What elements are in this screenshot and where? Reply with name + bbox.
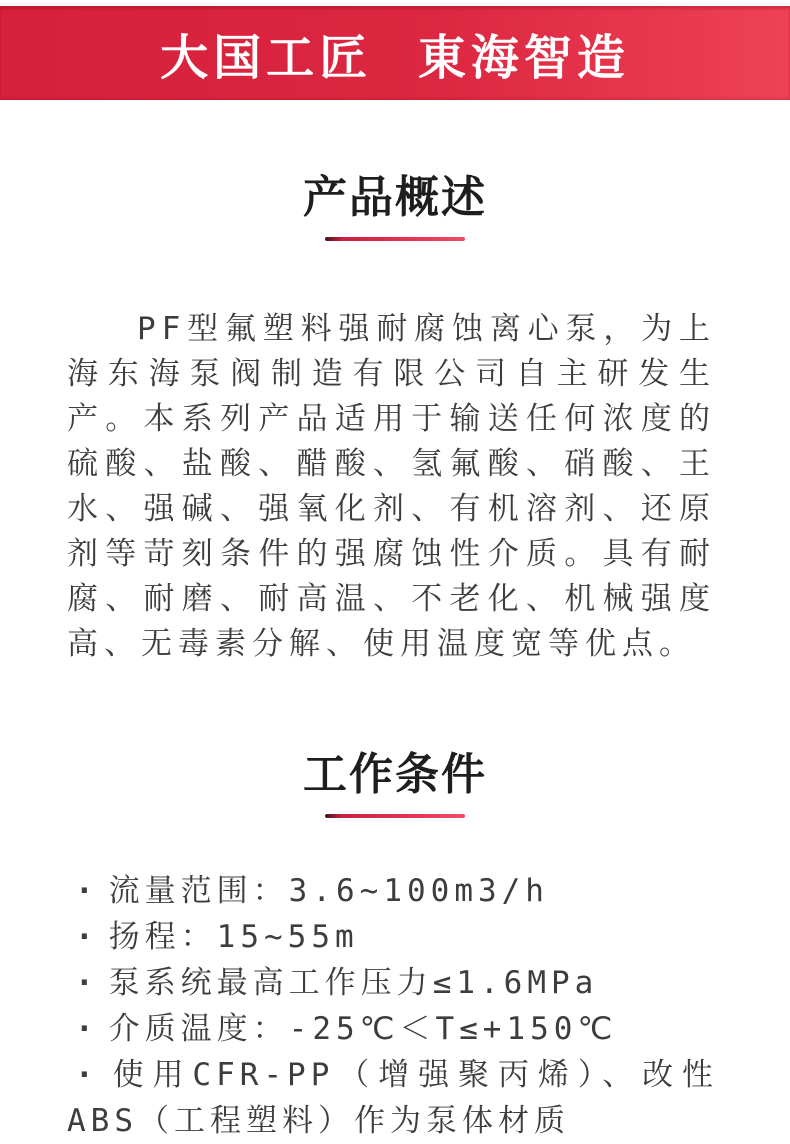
condition-item bbox=[67, 868, 718, 914]
condition-item bbox=[67, 1006, 718, 1052]
condition-text: 使用CFR-PP（增强聚丙烯）、改性ABS（工程塑料）作为泵体材质 bbox=[67, 1057, 718, 1139]
bullet-dot-icon: · bbox=[75, 1057, 99, 1093]
working-conditions-section bbox=[0, 749, 790, 1144]
product-overview-section bbox=[0, 172, 790, 667]
overview-paragraph: PF型氟塑料强耐腐蚀离心泵，为上海东海泵阀制造有限公司自主研发生产。本系列产品适用于输送任何浓度的硫酸、盐酸、醋酸、氢氟酸、硝酸、王水、强碱、强氧化剂、有机溶剂、还原剂等苛刻条件的强腐蚀性介质。具有耐腐、耐磨、耐高温、不老化、机械强度高、无毒素分解、使用温度宽等优点。 bbox=[67, 311, 716, 662]
brand-banner bbox=[0, 6, 790, 100]
bullet-dot-icon: · bbox=[75, 1011, 99, 1047]
condition-item bbox=[67, 914, 718, 960]
condition-item bbox=[67, 1052, 718, 1144]
conditions-section-title: 工作条件 bbox=[303, 749, 487, 800]
bullet-dot-icon: · bbox=[75, 965, 99, 1001]
condition-text: 介质温度：-25℃＜T≤+150℃ bbox=[108, 1011, 618, 1047]
overview-section-title: 产品概述 bbox=[303, 172, 487, 223]
condition-list bbox=[67, 868, 718, 1144]
condition-text: 泵系统最高工作压力≤1.6MPa bbox=[108, 965, 599, 1001]
bullet-dot-icon: · bbox=[75, 919, 99, 955]
title-underline-accent bbox=[325, 237, 465, 241]
condition-text: 扬程：15~55m bbox=[108, 919, 359, 955]
condition-text: 流量范围：3.6~100m3/h bbox=[108, 873, 549, 909]
title-underline-accent bbox=[325, 814, 465, 818]
bullet-dot-icon: · bbox=[75, 873, 99, 909]
banner-slogan: 大国工匠 東海智造 bbox=[160, 29, 630, 86]
condition-item bbox=[67, 960, 718, 1006]
